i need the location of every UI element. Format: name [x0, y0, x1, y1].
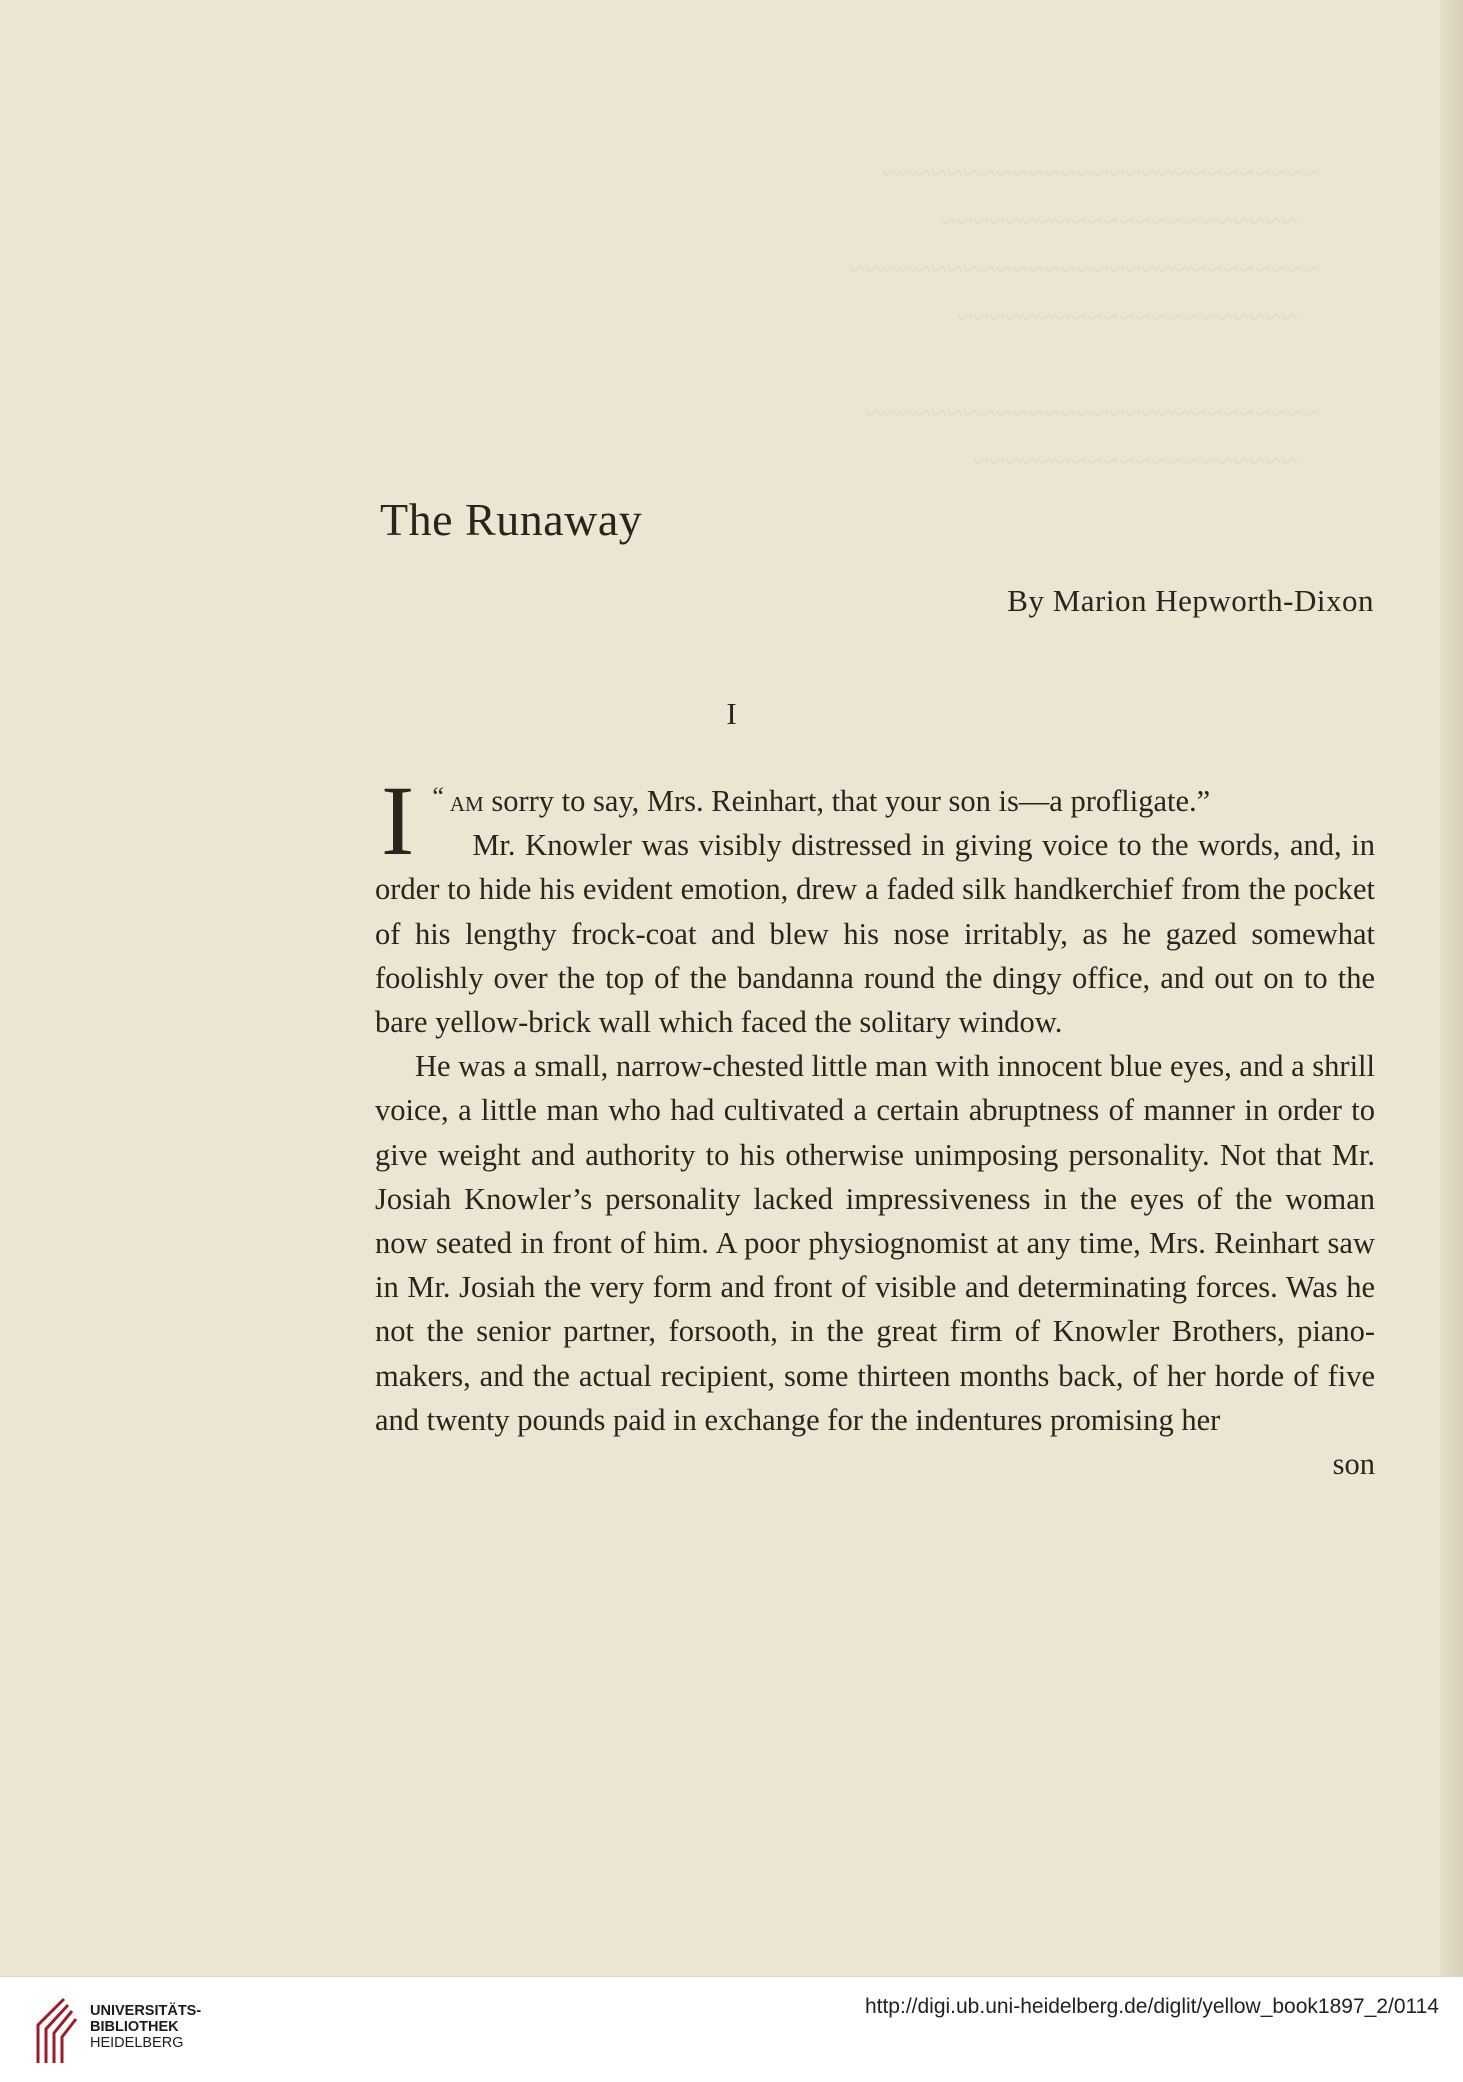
paragraph: Mr. Knowler was visibly distressed in giving voice to the words, and, in order to hide his evident emotion, drew a faded silk handkerchief from the pocket of his lengthy frock-coat and blew his nose irritably, as he gazed somewhat foolishly over the top of the bandanna round the dingy office, and out on to the bare yellow-brick wall which faced the solitary window. [375, 828, 1375, 1040]
university-library-logo-icon [34, 1995, 80, 2065]
section-number: I [726, 696, 737, 731]
library-name-line: HEIDELBERG [90, 2035, 184, 2051]
page-edge [1440, 0, 1463, 1976]
viewer-footer [0, 1976, 1463, 2082]
source-url-link[interactable]: http://digi.ub.uni-heidelberg.de/diglit/yellow_book1897_2/0114 [864, 1995, 1439, 2018]
library-name [90, 2003, 201, 2051]
body-text [375, 765, 1375, 1486]
opening-paragraph [375, 765, 1375, 876]
library-name-line: UNIVERSITÄTS- [90, 2003, 202, 2019]
story-title: The Runaway [380, 494, 643, 545]
library-name-line: BIBLIOTHEK [90, 2019, 179, 2035]
catchword: son [1332, 1447, 1375, 1482]
opening-text: sorry to say, Mrs. Reinhart, that your son is—a profligate.” [483, 784, 1211, 818]
paragraph: He was a small, narrow-chested little man with innocent blue eyes, and a shrill voice, a little man who had cultivated a certain abruptness of manner in order to give weight and authority to his otherwise unimposing personality. Not that Mr. Josiah Knowler’s personality lacked impressiveness in the eyes of the woman now seated in front of him. A poor physiognomist at any time, Mrs. Reinhart saw in Mr. Josiah the very form and front of visible and determinating forces. Was he not the senior partner, forsooth, in the great firm of Knowler Brothers, piano-makers, and the actual recipient, some thirteen months back, of her horde of five and twenty pounds paid in exchange for the indentures promising her [375, 1049, 1375, 1437]
show-through-bleed: ~~~~~~~~~~~~~~~~~~~~~~~~~~~ ~~~~~~~~~~~~~~~~~~~~~~ ~~~~~~~~~~~~~~~~~~~~~~~~~~~~~ ~~~~~~~~~~~~~~~~~~~~~ ~~~~~~~~~~~~~~~~~~~~~~~~~~~~ ~~~~~~~~~~~~~~~~~~~~ [849, 157, 1320, 478]
drop-cap: I [381, 765, 415, 876]
opening-quote: “ [432, 782, 444, 811]
author-byline: By Marion Hepworth-Dixon [1007, 583, 1374, 618]
small-caps-word: am [449, 784, 484, 818]
